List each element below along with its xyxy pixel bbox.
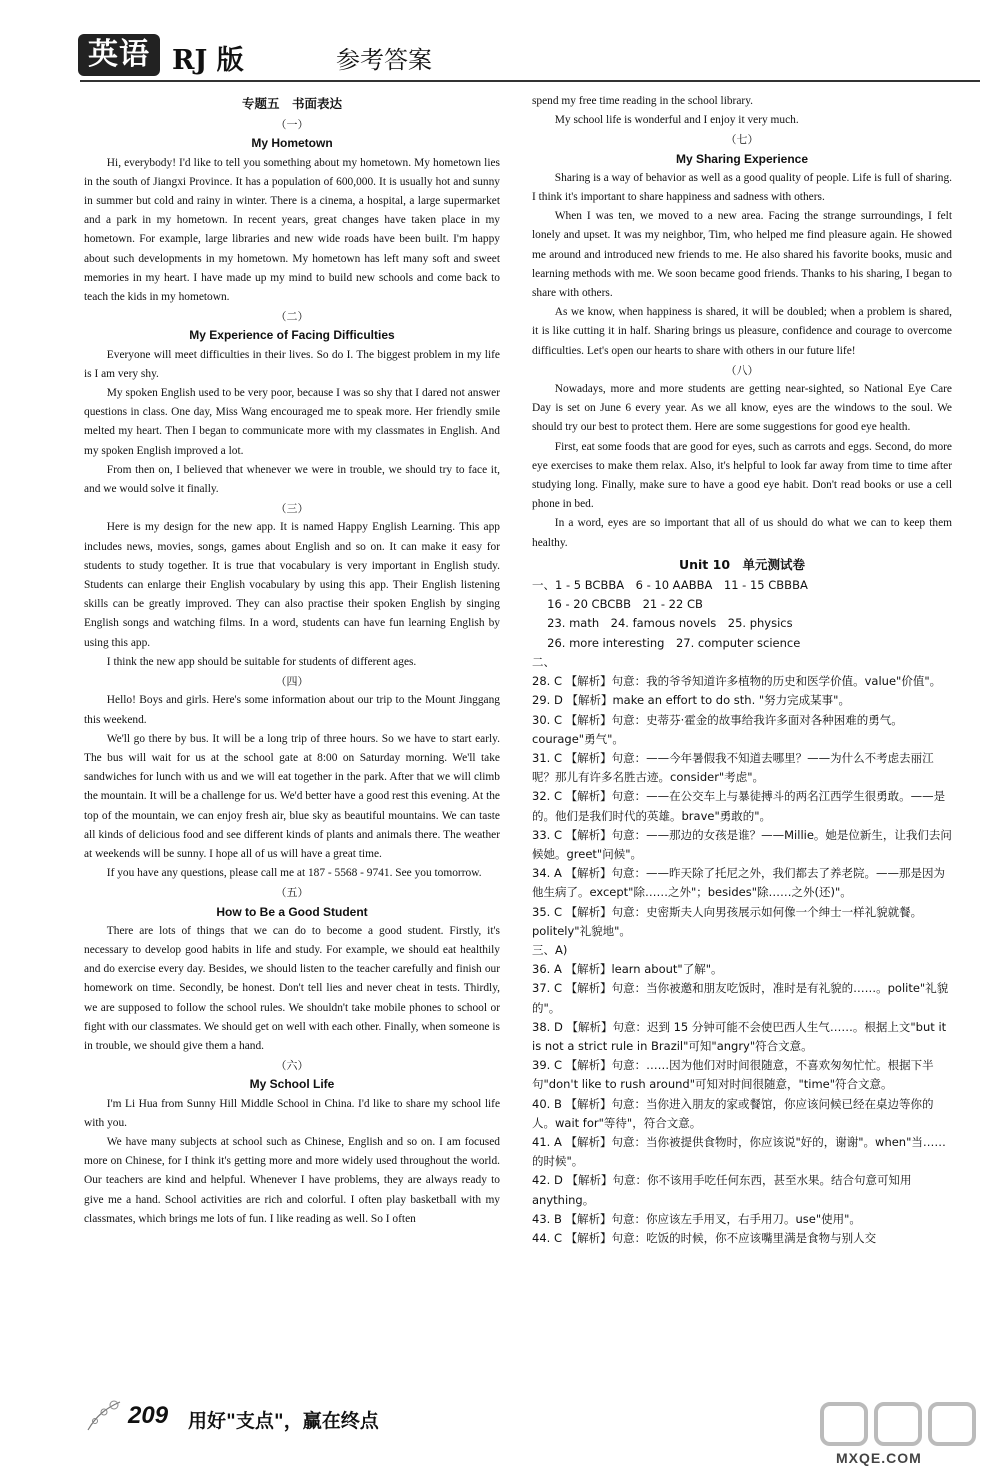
section-title: 专题五 书面表达 (241, 96, 342, 111)
essay-number: （四） (275, 675, 309, 689)
essay-paragraph: My spoken English used to be very poor, because I was so shy that I dared not answer questions in class. One day, Miss Wang encouraged me to speak more. Her friendly smile melted my heart. Then I began to communicate more with my classmates in English. And my spoken English improved a lot. (84, 387, 500, 457)
essay-paragraph: Hi, everybody! I'd like to tell you something about my hometown. My hometown lies in the south of Jiangxi Province. It has a population of 600,000. It is usually hot and sunny in summer but cold and rainy in winter. There is a cinema, a hospital, a large supermarket and a park in my hometown. In recent years, great changes have taken place in my hometown. For example, large libraries and new wide roads have been built. I'm happy about such developments in my hometown. My hometown has left many soft and sweet memories in my heart. I have made up my mind to build new schools and come back to teach the kids in my hometown. (84, 156, 500, 304)
answer-item: 28. C 【解析】句意：我的爷爷知道许多植物的历史和医学价值。value"价值"。 (532, 674, 942, 689)
answer-item: 38. D 【解析】句意：迟到 15 分钟可能不会使巴西人生气……。根据上文"but it is not a strict rule in Brazil"可知"angry"符合文意。 (532, 1019, 947, 1053)
answer-item: 26. more interesting 27. computer science (532, 635, 801, 650)
answer-item: 42. D 【解析】句意：你不该用手吃任何东西，甚至水果。结合句意可知用 anything。 (532, 1173, 912, 1207)
essay-paragraph: There are lots of things that we can do to become a good student. Firstly, it's necessary to develop good habits in life and study. For example, we should eat healthily and do exercise every day. Besides, we should listen to the teacher carefully and finish our homework on time. Secondly, be honest. Don't tell lies and never cheat in tests. Thirdly, we are supposed to follow the school rules. We shouldn't take mobile phones to school or fight with our classmates. We should get on well with each other. Finally, when someone is in trouble, we should give them a hand. (84, 924, 500, 1052)
header-title: 参考答案 (336, 46, 432, 74)
page-header (78, 32, 978, 84)
edition-label: RJ 版 (172, 45, 244, 76)
footer-slogan: 用好"支点"，赢在终点 (188, 1410, 379, 1432)
flower-ornament-icon (84, 1396, 124, 1436)
answer-item: 16 - 20 CBCBB 21 - 22 CB (532, 597, 703, 612)
essay-number: （二） (275, 310, 309, 324)
essay-paragraph: When I was ten, we moved to a new area. Facing the strange surroundings, I felt lonely and upset. It was my neighbor, Tim, who helped me find pleasure again. He showed me around and introduced new friends to me. He also shared his favorite books, music and learning methods with me. We soon became good friends. Thanks to his sharing, I began to share with others. (532, 210, 952, 300)
answer-item: 33. C 【解析】句意：——那边的女孩是谁？——Millie。她是位新生，让我们去问候她。greet"问候"。 (532, 827, 952, 861)
essay-title: My School Life (249, 1077, 335, 1092)
answer-list (532, 576, 952, 1248)
essay-paragraph: If you have any questions, please call me at 187 - 5568 - 9741. See you tomorrow. (106, 867, 482, 880)
answer-item: 40. B 【解析】句意：当你进入朋友的家或餐馆，你应该问候已经在桌边等你的人。wait for"等待"，符合文意。 (532, 1096, 934, 1130)
answer-item: 44. C 【解析】句意：吃饭的时候，你不应该嘴里满是食物与别人交 (532, 1230, 877, 1245)
essay-paragraph: Nowadays, more and more students are getting near-sighted, so National Eye Care Day is set on June 6 every year. As we all know, eyes are the windows to the soul. We should try our best to protect them. Here are some suggestions for good eye health. (532, 383, 952, 434)
essay-paragraph: First, eat some foods that are good for eyes, such as carrots and eggs. Second, do more eye exercises to make them relax. Also, it's helpful to look far away from time to time after studying long. Finally, make sure to have a good eye habit. Don't read books or use a cell phone in bed. (532, 440, 952, 511)
subject-logo: 英语 (78, 34, 160, 76)
answer-item: 23. math 24. famous novels 25. physics (532, 616, 793, 631)
essay-paragraph: Here is my design for the new app. It is named Happy English Learning. This app includes news, movies, songs, games about English and so on. It can make it easy for students to study together. It is true that vocabulary is very important in English study. Students can enlarge their English vocabulary by using this app. Their English listening skills can be greatly improved. They can also practise their spoken English by singing English songs and watching films. In a word, students can have fun learning English by using this app. (84, 521, 500, 649)
page-footer (84, 1392, 584, 1442)
answer-item: 34. A 【解析】句意：——昨天除了托尼之外，我们都去了养老院。——那是因为他生病了。except"除……之外"；besides"除……之外(还)"。 (532, 866, 945, 900)
essay-paragraph: I'm Li Hua from Sunny Hill Middle School in China. I'd like to share my school life with you. (84, 1097, 500, 1129)
essay-number: （五） (275, 886, 309, 900)
answer-item: 43. B 【解析】句意：你应该左手用叉，右手用刀。use"使用"。 (532, 1211, 861, 1226)
essay-number: （六） (275, 1059, 309, 1073)
essay-paragraph: I think the new app should be suitable for students of different ages. (106, 655, 417, 668)
answer-item: 35. C 【解析】句意：史密斯夫人向男孩展示如何像一个绅士一样礼貌就餐。politely"礼貌地"。 (532, 904, 923, 938)
essay-title: My Experience of Facing Difficulties (189, 328, 395, 343)
essay-paragraph: Hello! Boys and girls. Here's some information about our trip to the Mount Jinggang this weekend. (84, 694, 500, 726)
essay-paragraph: My school life is wonderful and I enjoy it very much. (554, 114, 799, 127)
essay-paragraph: We have many subjects at school such as Chinese, English and so on. I am focused more on Chinese, for I think it's getting more and more widely used throughout the world. Our teachers are kind and helpful. Whenever I have problems, they are always ready to give me a hand. School activities are rich and colorful. I often play basketball with my classmates, which brings me lots of fun. I like reading as well. So I often (84, 1135, 500, 1225)
answer-item: 39. C 【解析】句意：……因为他们对时间很随意，不喜欢匆匆忙忙。根据下半句"don't like to rush around"可知对时间很随意，"time"符合文意。 (532, 1058, 934, 1092)
essay-title: How to Be a Good Student (216, 904, 368, 919)
essay-title: My Hometown (251, 136, 333, 151)
answer-item: 37. C 【解析】句意：当你被邀和朋友吃饭时，准时是有礼貌的……。polite"礼貌的"。 (532, 981, 949, 1015)
right-column (532, 92, 952, 1248)
left-column (84, 92, 500, 1229)
answer-item: 36. A 【解析】learn about"了解"。 (532, 962, 723, 977)
answer-item: 一、1 - 5 BCBBA 6 - 10 AABBA 11 - 15 CBBBA (532, 578, 808, 593)
unit-title: Unit 10 单元测试卷 (678, 556, 806, 572)
essay-paragraph: spend my free time reading in the school library. (532, 95, 753, 107)
watermark-text: MXQE.COM (836, 1450, 922, 1466)
essay-paragraph: From then on, I believed that whenever we were in trouble, we should try to face it, and we would solve it finally. (84, 463, 500, 496)
answer-item: 三、A) (532, 942, 568, 957)
essay-paragraph: We'll go there by bus. It will be a long trip of three hours. So we have to start early. The bus will wait for us at the school gate at 8:00 on Saturday morning. We'll take sandwiches for lunch with us and we will eat together in the park. After that we will climb the mountain. It will be a challenge for us. We'd better have a good rest this evening. At the top of the mountain, we can enjoy fresh air, blue sky as beautiful mountains. We can taste all kinds of delicious food and see different kinds of plants and animals there. The weather at weekends will be sunny. I hope all of us will have a great time. (84, 732, 500, 860)
header-divider (80, 80, 980, 82)
answer-item: 29. D 【解析】make an effort to do sth. "努力完成某事"。 (532, 693, 850, 708)
essay-number: （八） (725, 363, 759, 377)
essay-number: （一） (275, 118, 309, 132)
essay-paragraph: Sharing is a way of behavior as well as a good quality of people. Life is full of sharing. I think it's important to share happiness and sadness with others. (532, 171, 952, 204)
essay-number: （七） (725, 133, 759, 147)
essay-number: （三） (275, 502, 309, 516)
answer-item: 二、 (532, 654, 555, 669)
page-number: 209 (128, 1402, 169, 1429)
essay-paragraph: Everyone will meet difficulties in their lives. So do I. The biggest problem in my life is I am very shy. (84, 348, 500, 380)
essay-title: My Sharing Experience (675, 151, 809, 166)
answer-item: 30. C 【解析】句意：史蒂芬·霍金的故事给我许多面对各种困难的勇气。courage"勇气"。 (532, 712, 903, 746)
essay-paragraph: In a word, eyes are so important that all of us should do what we can to keep them healthy. (532, 517, 952, 549)
answer-item: 41. A 【解析】句意：当你被提供食物时，你应该说"好的，谢谢"。when"当……的时候"。 (532, 1134, 946, 1169)
answer-item: 32. C 【解析】句意：——在公交车上与暴徒搏斗的两名江西学生很勇敢。——是的。他们是我们时代的英雄。brave"勇敢的"。 (532, 789, 946, 823)
answer-item: 31. C 【解析】句意：——今年暑假我不知道去哪里？——为什么不考虑去丽江呢？那儿有许多名胜古迹。consider"考虑"。 (532, 750, 934, 785)
essay-paragraph: As we know, when happiness is shared, it will be doubled; when a problem is shared, it is like cutting it in half. Sharing brings us pleasure, confidence and courage to overcome difficulties. Let's open our hearts to share with others in our future life! (532, 306, 952, 357)
